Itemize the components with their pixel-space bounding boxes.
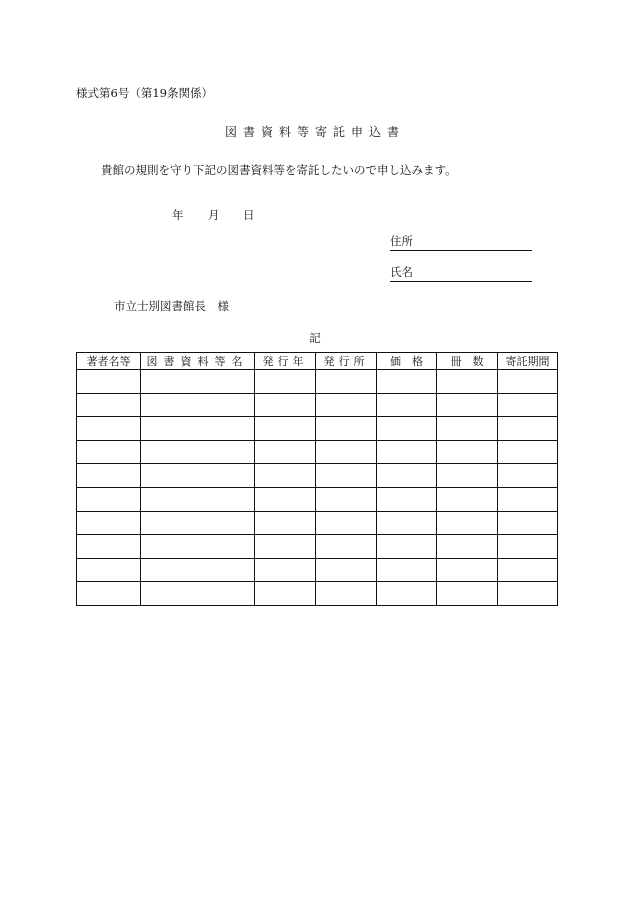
table-cell[interactable] — [77, 417, 141, 441]
table-cell[interactable] — [498, 464, 558, 488]
table-cell[interactable] — [141, 417, 255, 441]
table-cell[interactable] — [255, 558, 316, 582]
table-cell[interactable] — [437, 487, 498, 511]
table-cell[interactable] — [77, 487, 141, 511]
table-cell[interactable] — [141, 464, 255, 488]
header-author: 著者名等 — [77, 353, 141, 370]
table-row — [77, 511, 558, 535]
table-cell[interactable] — [437, 417, 498, 441]
table-row — [77, 487, 558, 511]
table-row — [77, 582, 558, 606]
table-cell[interactable] — [437, 440, 498, 464]
address-label: 住所 — [390, 234, 413, 248]
table-cell[interactable] — [141, 487, 255, 511]
ki-mark: 記 — [309, 331, 321, 345]
deposit-items-table — [76, 352, 558, 606]
table-row — [77, 417, 558, 441]
table-cell[interactable] — [77, 535, 141, 559]
addressee: 市立士別図書館長 様 — [114, 299, 229, 313]
table-cell[interactable] — [141, 582, 255, 606]
table-cell[interactable] — [498, 370, 558, 394]
table-cell[interactable] — [437, 464, 498, 488]
table-cell[interactable] — [437, 511, 498, 535]
table-row — [77, 440, 558, 464]
table-cell[interactable] — [316, 393, 377, 417]
table-row — [77, 558, 558, 582]
header-copies: 冊 数 — [437, 353, 498, 370]
table-cell[interactable] — [377, 393, 437, 417]
table-cell[interactable] — [77, 511, 141, 535]
table-cell[interactable] — [316, 582, 377, 606]
table-row — [77, 464, 558, 488]
table-cell[interactable] — [437, 370, 498, 394]
table-cell[interactable] — [377, 370, 437, 394]
table-cell[interactable] — [141, 370, 255, 394]
table-cell[interactable] — [77, 558, 141, 582]
table-row — [77, 393, 558, 417]
table-cell[interactable] — [377, 464, 437, 488]
table-cell[interactable] — [316, 558, 377, 582]
table-cell[interactable] — [316, 440, 377, 464]
table-cell[interactable] — [498, 487, 558, 511]
table-row — [77, 535, 558, 559]
table-cell[interactable] — [498, 558, 558, 582]
header-material-name: 図書資料等名 — [141, 353, 255, 370]
table-cell[interactable] — [377, 487, 437, 511]
table-cell[interactable] — [437, 393, 498, 417]
table-cell[interactable] — [77, 370, 141, 394]
header-price: 価 格 — [377, 353, 437, 370]
table-cell[interactable] — [141, 393, 255, 417]
table-cell[interactable] — [255, 370, 316, 394]
header-publication-year: 発行年 — [255, 353, 316, 370]
address-field[interactable] — [390, 233, 532, 251]
table-cell[interactable] — [255, 464, 316, 488]
name-field[interactable] — [390, 264, 532, 282]
table-cell[interactable] — [316, 464, 377, 488]
table-cell[interactable] — [498, 440, 558, 464]
table-header-row — [77, 353, 558, 370]
table-cell[interactable] — [377, 417, 437, 441]
table-cell[interactable] — [141, 558, 255, 582]
table-cell[interactable] — [498, 511, 558, 535]
table-cell[interactable] — [77, 393, 141, 417]
header-publisher: 発行所 — [316, 353, 377, 370]
table-cell[interactable] — [498, 393, 558, 417]
table-cell[interactable] — [141, 440, 255, 464]
table-cell[interactable] — [377, 535, 437, 559]
table-cell[interactable] — [77, 464, 141, 488]
form-number: 様式第6号（第19条関係） — [76, 86, 213, 100]
table-body — [77, 370, 558, 606]
table-cell[interactable] — [255, 511, 316, 535]
table-cell[interactable] — [498, 417, 558, 441]
table-cell[interactable] — [437, 582, 498, 606]
table-cell[interactable] — [377, 440, 437, 464]
table-cell[interactable] — [255, 535, 316, 559]
table-cell[interactable] — [437, 558, 498, 582]
table-cell[interactable] — [255, 417, 316, 441]
document-title: 図書資料等寄託申込書 — [224, 125, 405, 139]
table-cell[interactable] — [255, 582, 316, 606]
table-cell[interactable] — [498, 535, 558, 559]
table-cell[interactable] — [377, 511, 437, 535]
table-cell[interactable] — [141, 535, 255, 559]
table-cell[interactable] — [77, 440, 141, 464]
table-cell[interactable] — [377, 582, 437, 606]
date-month-label: 月 — [208, 208, 220, 222]
table-cell[interactable] — [377, 558, 437, 582]
table-cell[interactable] — [498, 582, 558, 606]
table-cell[interactable] — [316, 487, 377, 511]
table-cell[interactable] — [316, 417, 377, 441]
name-label: 氏名 — [390, 265, 413, 279]
date-day-label: 日 — [243, 208, 255, 222]
table-row — [77, 370, 558, 394]
table-cell[interactable] — [255, 440, 316, 464]
request-statement: 貴館の規則を守り下記の図書資料等を寄託したいので申し込みます。 — [101, 163, 457, 177]
table-cell[interactable] — [316, 535, 377, 559]
table-cell[interactable] — [255, 487, 316, 511]
table-cell[interactable] — [316, 511, 377, 535]
table-cell[interactable] — [437, 535, 498, 559]
date-year-label: 年 — [172, 208, 184, 222]
header-deposit-period: 寄託期間 — [498, 353, 558, 370]
table-cell[interactable] — [77, 582, 141, 606]
table-cell[interactable] — [255, 393, 316, 417]
table-cell[interactable] — [316, 370, 377, 394]
table-cell[interactable] — [141, 511, 255, 535]
